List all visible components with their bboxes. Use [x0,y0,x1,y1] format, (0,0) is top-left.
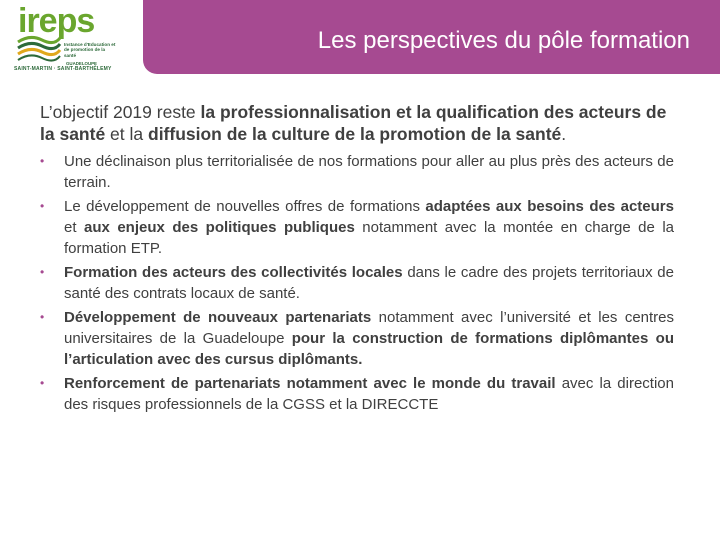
item-text: et [64,219,84,236]
header-banner [143,0,720,74]
intro-paragraph [40,101,674,145]
bullet-icon: • [40,376,45,390]
item-text: dans le cadre des projets territoriaux de santé des contrats locaux de santé. [64,264,674,302]
bullet-icon: • [40,310,45,324]
item-emphasis: Formation des acteurs des collectivités locales [64,264,403,281]
intro-text: L’objectif 2019 reste [40,102,201,122]
bullet-icon: • [40,199,45,213]
bullet-list [40,151,674,415]
list-item [40,373,674,415]
intro-text: . [561,124,567,144]
slide-content [40,101,674,418]
logo-region: GUADELOUPE [66,61,97,66]
ireps-logo [6,4,114,70]
item-text: avec la direction des risques professionnels de la CGSS et la DIRECCTE [64,375,674,413]
bullet-icon: • [40,154,45,168]
logo-wordmark: ireps [18,2,95,40]
item-emphasis: Renforcement de partenariats notamment avec le monde du travail [64,375,556,392]
page-title: Les perspectives du pôle formation [317,27,690,54]
logo-tagline: Instance d'Education et de promotion de la santé [64,42,116,58]
item-text: Une déclinaison plus territorialisée de nos formations pour aller au plus près des acteurs de terrain. [64,153,674,191]
logo-waves-icon [16,34,62,62]
item-emphasis: pour la construction de formations diplômantes ou l’articulation avec des cursus diplômants. [64,330,674,368]
item-emphasis: Développement de nouveaux partenariats [64,309,372,326]
logo-subline: SAINT-MARTIN · SAINT-BARTHÉLEMY [14,66,112,72]
item-emphasis: aux enjeux des politiques publiques [84,219,355,236]
intro-emphasis: la professionnalisation et la qualification des acteurs de la santé [40,102,667,144]
intro-text: et la [105,124,148,144]
item-text: Le développement de nouvelles offres de formations [64,198,426,215]
item-emphasis: adaptées aux besoins des acteurs [425,198,674,215]
list-item [40,151,674,193]
item-text: notamment avec la montée en charge de la formation ETP. [64,219,674,257]
item-text: notamment avec l’université et les centres universitaires de la Guadeloupe [64,309,675,347]
bullet-icon: • [40,265,45,279]
intro-emphasis: diffusion de la culture de la promotion de la santé [148,124,562,144]
list-item [40,196,674,259]
list-item [40,307,674,370]
list-item [40,262,674,304]
